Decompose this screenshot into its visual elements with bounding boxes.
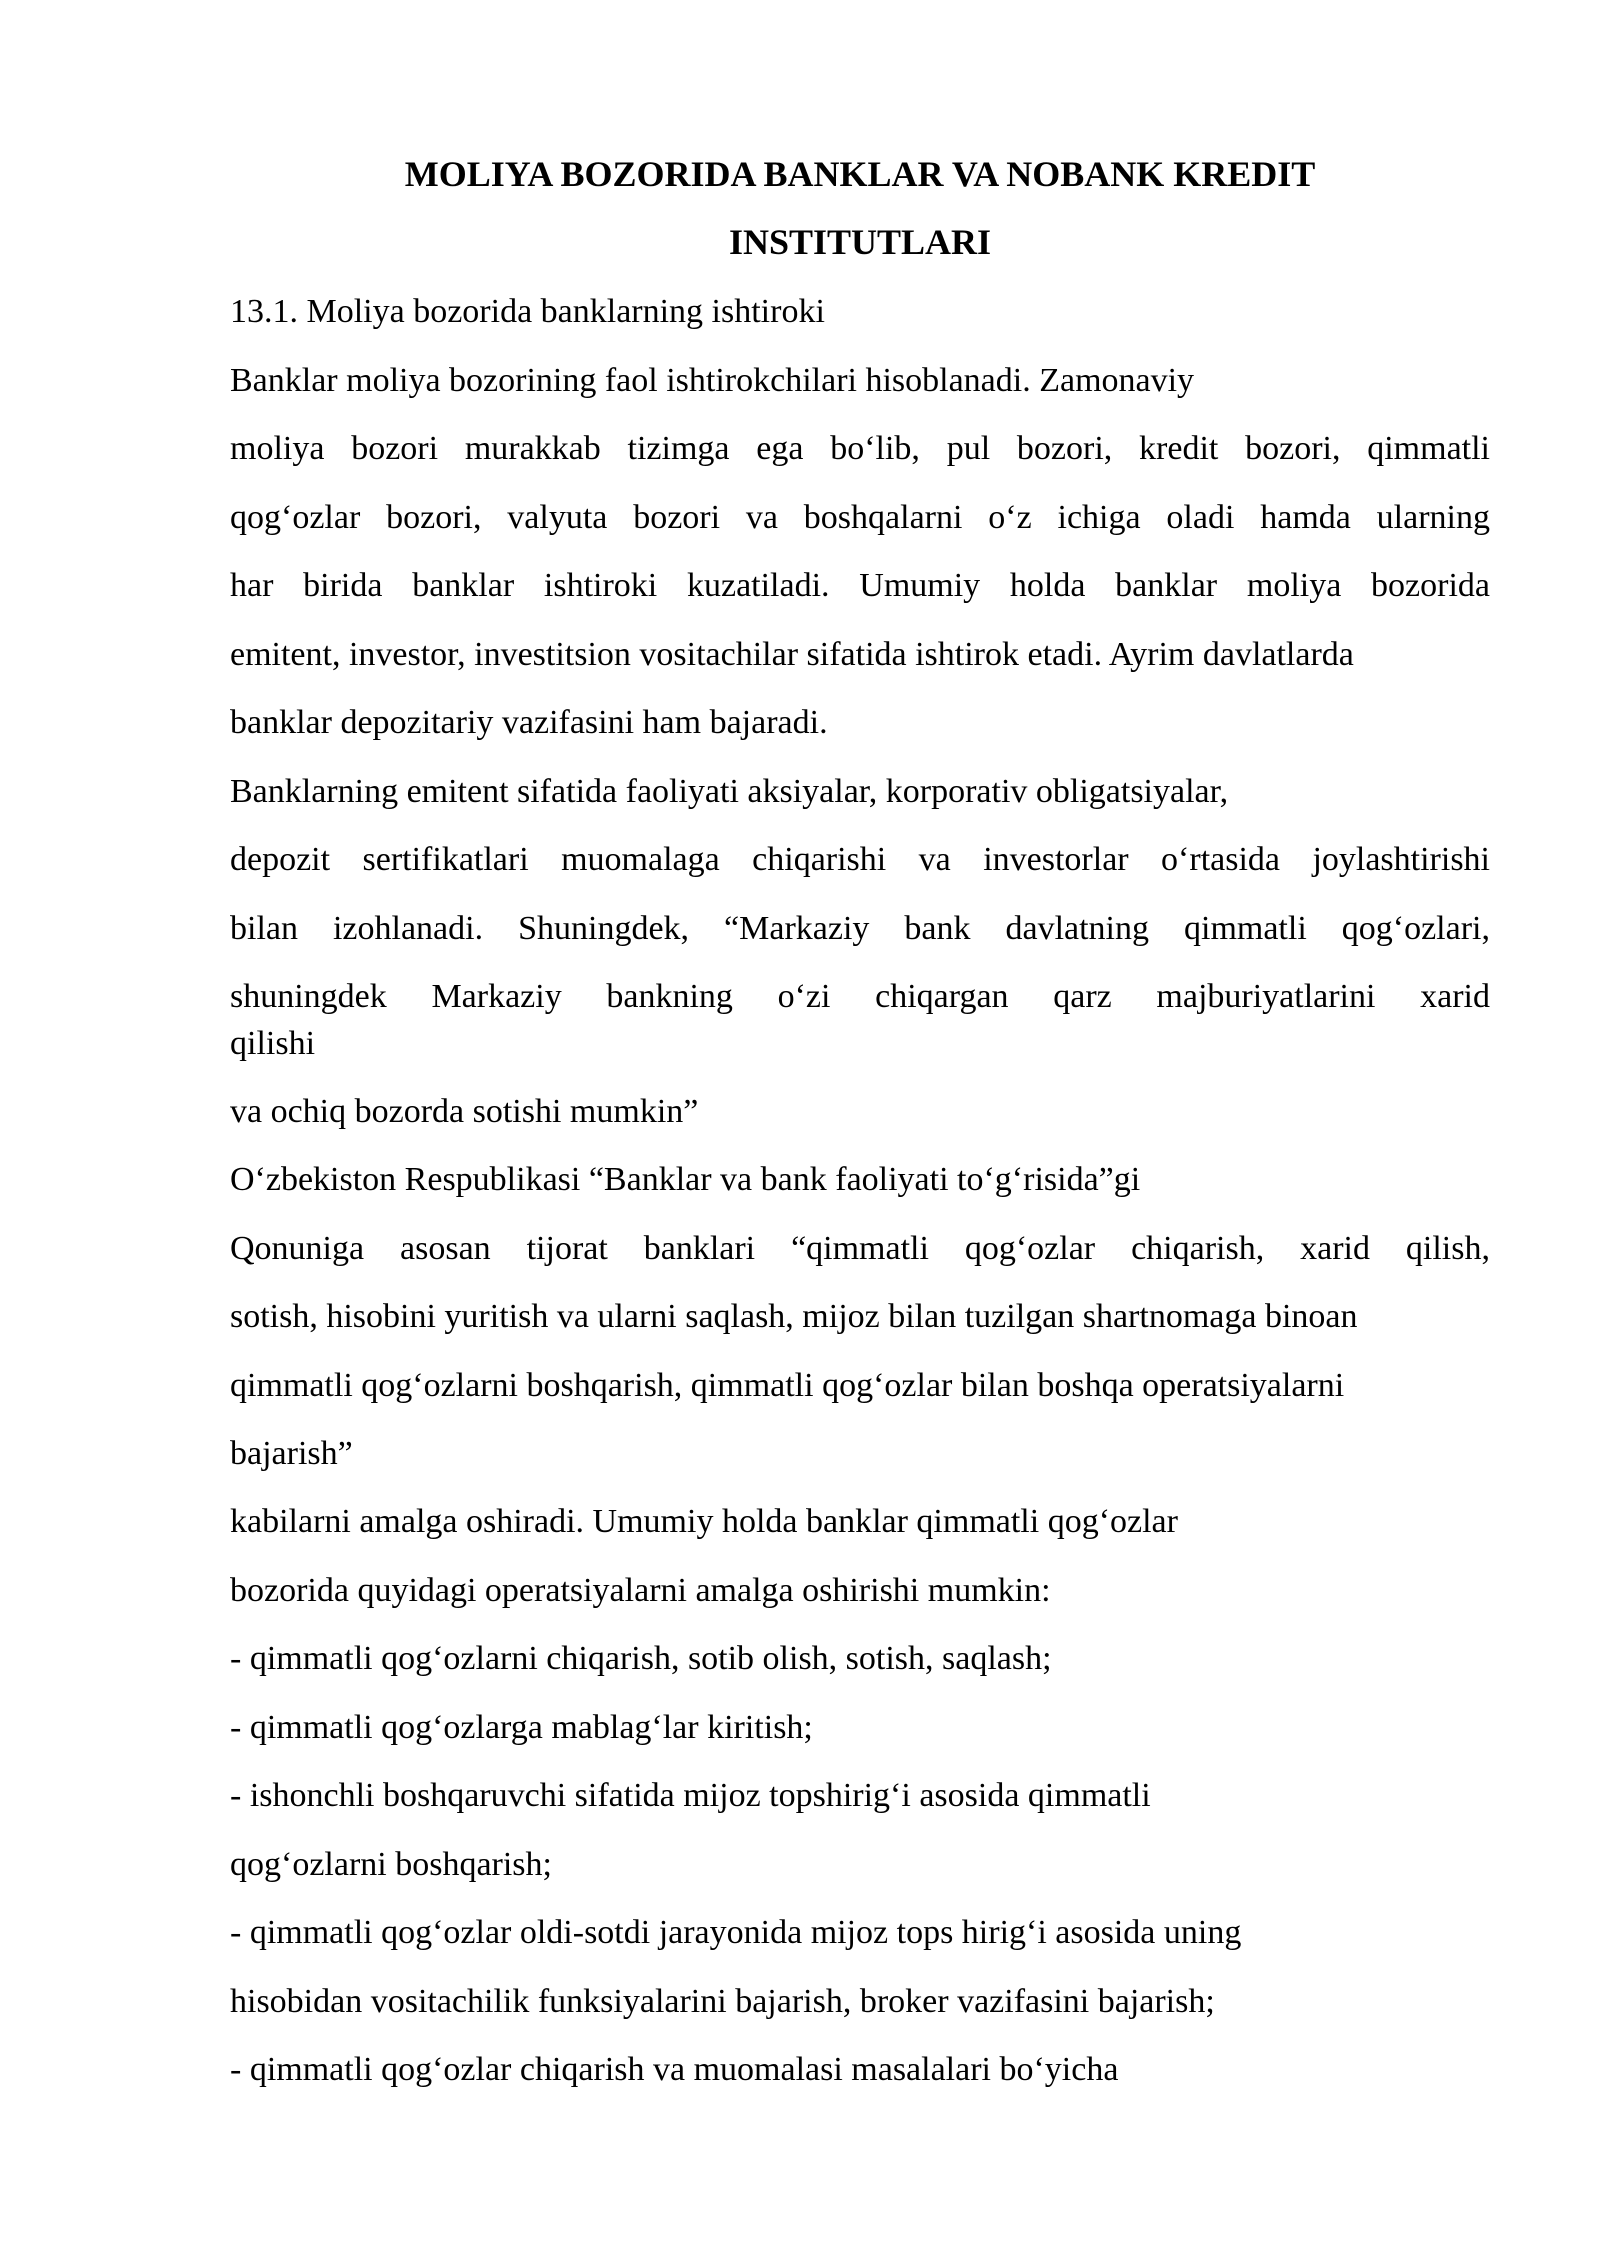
list-item: - qimmatli qog‘ozlar chiqarish va muomalasi masalalari bo‘yicha xyxy=(230,2051,1119,2088)
text-line: har birida banklar ishtiroki kuzatiladi. Umumiy holda banklar moliya bozorida xyxy=(230,567,1490,604)
list-item: - qimmatli qog‘ozlarga mablag‘lar kiritish; xyxy=(230,1709,813,1746)
text-line: qimmatli qog‘ozlarni boshqarish, qimmatli qog‘ozlar bilan boshqa operatsiyalarni xyxy=(230,1367,1345,1404)
text-line: va ochiq bozorda sotishi mumkin” xyxy=(230,1093,699,1130)
text-line: emitent, investor, investitsion vositachilar sifatida ishtirok etadi. Ayrim davlatlarda xyxy=(230,636,1354,673)
text-line: kabilarni amalga oshiradi. Umumiy holda banklar qimmatli qog‘ozlar xyxy=(230,1503,1178,1540)
text-line: shuningdek Markaziy bankning o‘zi chiqargan qarz majburiyatlarini xarid xyxy=(230,978,1490,1015)
text-line: sotish, hisobini yuritish va ularni saqlash, mijoz bilan tuzilgan shartnomaga binoan xyxy=(230,1298,1358,1335)
list-item: - qimmatli qog‘ozlarni chiqarish, sotib olish, sotish, saqlash; xyxy=(230,1640,1052,1677)
text-line: bajarish” xyxy=(230,1435,353,1472)
text-line: banklar depozitariy vazifasini ham bajaradi. xyxy=(230,704,828,741)
text-line: Qonuniga asosan tijorat banklari “qimmatli qog‘ozlar chiqarish, xarid qilish, xyxy=(230,1230,1490,1267)
text-line: qilishi xyxy=(230,1025,316,1062)
text-line: bozorida quyidagi operatsiyalarni amalga oshirishi mumkin: xyxy=(230,1572,1051,1609)
text-line: Banklar moliya bozorining faol ishtirokchilari hisoblanadi. Zamonaviy xyxy=(230,362,1195,399)
list-item: - ishonchli boshqaruvchi sifatida mijoz topshirig‘i asosida qimmatli xyxy=(230,1777,1151,1814)
text-line: hisobidan vositachilik funksiyalarini bajarish, broker vazifasini bajarish; xyxy=(230,1983,1215,2020)
text-line: moliya bozori murakkab tizimga ega bo‘lib, pul bozori, kredit bozori, qimmatli xyxy=(230,430,1490,467)
text-line: qog‘ozlar bozori, valyuta bozori va boshqalarni o‘z ichiga oladi hamda ularning xyxy=(230,499,1490,536)
text-line: qog‘ozlarni boshqarish; xyxy=(230,1846,552,1883)
section-heading: 13.1. Moliya bozorida banklarning ishtiroki xyxy=(230,293,825,330)
document-title-line-1: MOLIYA BOZORIDA BANKLAR VA NOBANK KREDIT xyxy=(404,154,1316,194)
text-line: bilan izohlanadi. Shuningdek, “Markaziy bank davlatning qimmatli qog‘ozlari, xyxy=(230,910,1490,947)
document-title-line-2: INSTITUTLARI xyxy=(728,222,992,262)
text-line: depozit sertifikatlari muomalaga chiqarishi va investorlar o‘rtasida joylashtirishi xyxy=(230,841,1490,878)
list-item: - qimmatli qog‘ozlar oldi-sotdi jarayonida mijoz tops hirig‘i asosida uning xyxy=(230,1914,1242,1951)
text-line: Banklarning emitent sifatida faoliyati aksiyalar, korporativ obligatsiyalar, xyxy=(230,773,1229,810)
text-line: O‘zbekiston Respublikasi “Banklar va bank faoliyati to‘g‘risida”gi xyxy=(230,1161,1141,1198)
